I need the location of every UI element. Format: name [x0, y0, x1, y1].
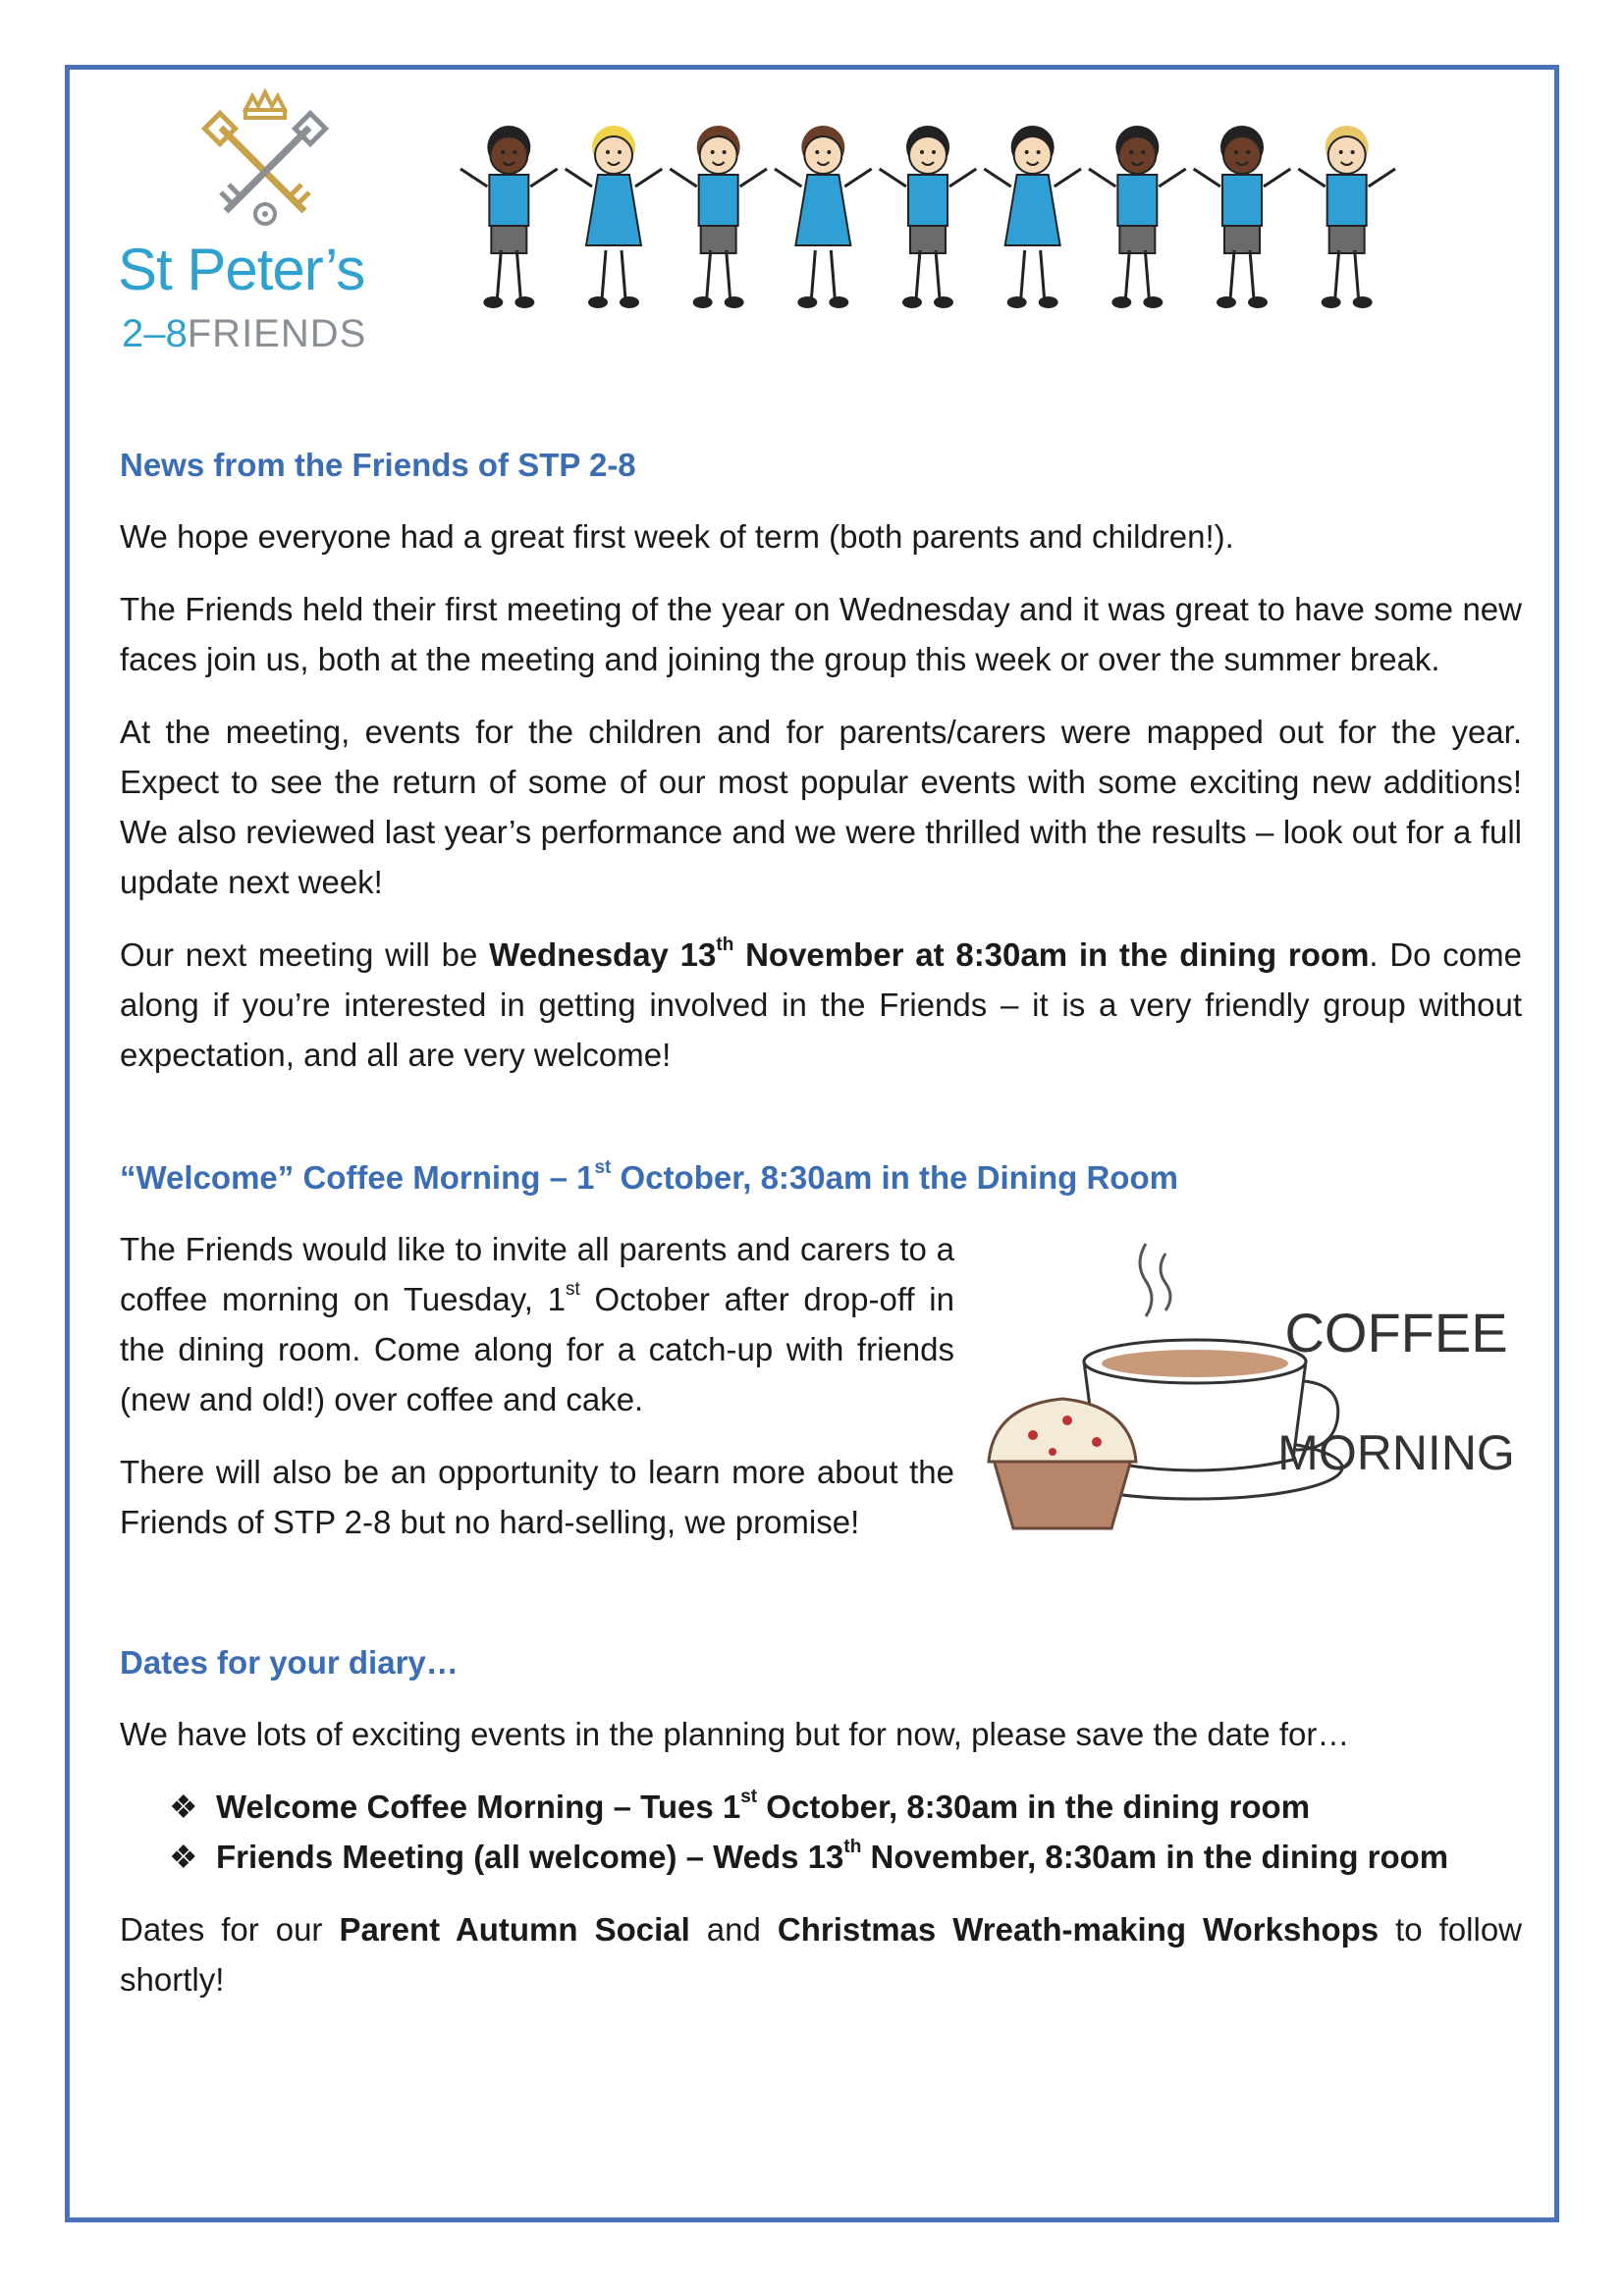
text: and: [689, 1911, 778, 1948]
child-arm: [530, 169, 557, 187]
child-head: [1014, 136, 1052, 174]
text-bold: Christmas Wreath-making Workshops: [777, 1911, 1380, 1948]
superscript: th: [716, 934, 734, 955]
child-arm: [1055, 169, 1081, 187]
child-shirt: [1117, 175, 1157, 226]
child-arm: [740, 169, 767, 187]
text: October, 8:30am in the Dining Room: [611, 1159, 1178, 1196]
child-shorts: [1224, 226, 1260, 253]
diary-dates-list: [169, 1782, 1522, 1882]
logo-age-range: 2–8: [122, 312, 188, 355]
text: November at 8:30am in the dining room: [733, 936, 1370, 973]
text: October after drop-off in the dining room. Come along for a catch-up with friends (new and old!) over coffee and cake.: [120, 1281, 954, 1417]
superscript: st: [594, 1157, 612, 1178]
child-dress: [1005, 175, 1060, 245]
text: Welcome Coffee Morning – Tues 1: [216, 1789, 741, 1825]
child-dress: [795, 175, 850, 245]
child-arm: [670, 169, 696, 187]
coffee-morning-illustration: [974, 1224, 1524, 1548]
paragraph: At the meeting, events for the children and for parents/carers were mapped out for the year. Expect to see the return of some of our most popular events with some exciting new additions! We also reviewed last year’s performance and we were thrilled with the results – look out for a full update next week!: [120, 714, 1522, 900]
child-arm: [1159, 169, 1185, 187]
section-heading-coffee-morning: [120, 1152, 1522, 1202]
text: The Friends would like to invite all parents and carers to a coffee morning on Tuesday, 1: [120, 1231, 954, 1317]
child-shirt: [489, 175, 528, 226]
logo-name: St Peter’s: [118, 237, 365, 302]
child-arm: [635, 169, 662, 187]
child-shorts: [1329, 226, 1365, 253]
text: November, 8:30am in the dining room: [861, 1839, 1449, 1875]
text-bold: Parent Autumn Social: [339, 1911, 690, 1948]
text: October, 8:30am in the dining room: [757, 1789, 1311, 1825]
child-head: [490, 136, 527, 174]
section-heading-news: News from the Friends of STP 2-8: [120, 447, 636, 483]
logo-friends-word: FRIENDS: [187, 312, 367, 355]
superscript: st: [566, 1279, 580, 1300]
child-head: [804, 136, 841, 174]
text: Dates for our: [120, 1911, 340, 1948]
child-arm: [566, 169, 592, 187]
child-head: [909, 136, 947, 174]
st-peters-friends-logo: [118, 88, 412, 363]
paragraph: We have lots of exciting events in the planning but for now, please save the date for…: [120, 1716, 1350, 1752]
child-arm: [844, 169, 871, 187]
child-arm: [1264, 169, 1290, 187]
child-head: [700, 136, 737, 174]
text: . Do come along if you’re interested in getting involved in the Friends – it is a very friendly group without expectation, and all are very welcome!: [120, 936, 1522, 1073]
child-arm: [460, 169, 487, 187]
child-arm: [984, 169, 1010, 187]
paragraph: The Friends held their first meeting of the year on Wednesday and it was great to have some new faces join us, both at the meeting and joining the group this week or over the summer break.: [120, 591, 1522, 677]
text: Our next meeting will be: [120, 936, 490, 973]
child-shorts: [910, 226, 946, 253]
child-head: [1223, 136, 1261, 174]
paragraph-closing: [120, 1904, 1522, 2004]
paragraph: There will also be an opportunity to learn more about the Friends of STP 2-8 but no hard-selling, we promise!: [120, 1454, 954, 1540]
text: to follow shortly!: [120, 1911, 1523, 1998]
child-arm: [1194, 169, 1220, 187]
coffee-morning-block: [120, 1224, 1522, 1547]
logo-subtitle: [122, 312, 366, 356]
crossed-keys-crest-icon: [191, 88, 339, 236]
section-heading-diary-dates: Dates for your diary…: [120, 1644, 459, 1681]
newsletter-body: [120, 440, 1522, 2027]
child-head: [1328, 136, 1366, 174]
child-dress: [586, 175, 641, 245]
child-shorts: [1119, 226, 1155, 253]
text: Wednesday 13: [489, 936, 717, 973]
meeting-date-bold: [489, 936, 1369, 973]
superscript: th: [843, 1837, 862, 1857]
text: “Welcome” Coffee Morning – 1: [120, 1159, 595, 1196]
paragraph-next-meeting: [120, 930, 1522, 1080]
child-arm: [949, 169, 976, 187]
child-shirt: [908, 175, 947, 226]
child-head: [1118, 136, 1156, 174]
child-arm: [1369, 169, 1395, 187]
bullet-icon: ❖: [169, 1789, 198, 1825]
paragraph: We hope everyone had a great first week of term (both parents and children!).: [120, 518, 1234, 555]
child-shirt: [699, 175, 738, 226]
child-shirt: [1222, 175, 1262, 226]
bullet-icon: ❖: [169, 1839, 198, 1875]
child-arm: [1298, 169, 1325, 187]
children-holding-hands-illustration: [457, 108, 1399, 324]
child-shorts: [701, 226, 736, 253]
child-head: [595, 136, 632, 174]
coffee-image-line2: MORNING: [1277, 1425, 1515, 1480]
coffee-morning-text: [120, 1224, 954, 1547]
child-arm: [880, 169, 906, 187]
child-shirt: [1327, 175, 1367, 226]
child-arm: [775, 169, 801, 187]
text: Friends Meeting (all welcome) – Weds 13: [216, 1839, 844, 1875]
list-item: [169, 1782, 1522, 1832]
coffee-image-line1: COFFEE: [1284, 1302, 1508, 1363]
child-arm: [1089, 169, 1115, 187]
superscript: st: [740, 1787, 758, 1807]
paragraph: [120, 1224, 954, 1424]
child-shorts: [491, 226, 526, 253]
list-item: [169, 1832, 1522, 1882]
